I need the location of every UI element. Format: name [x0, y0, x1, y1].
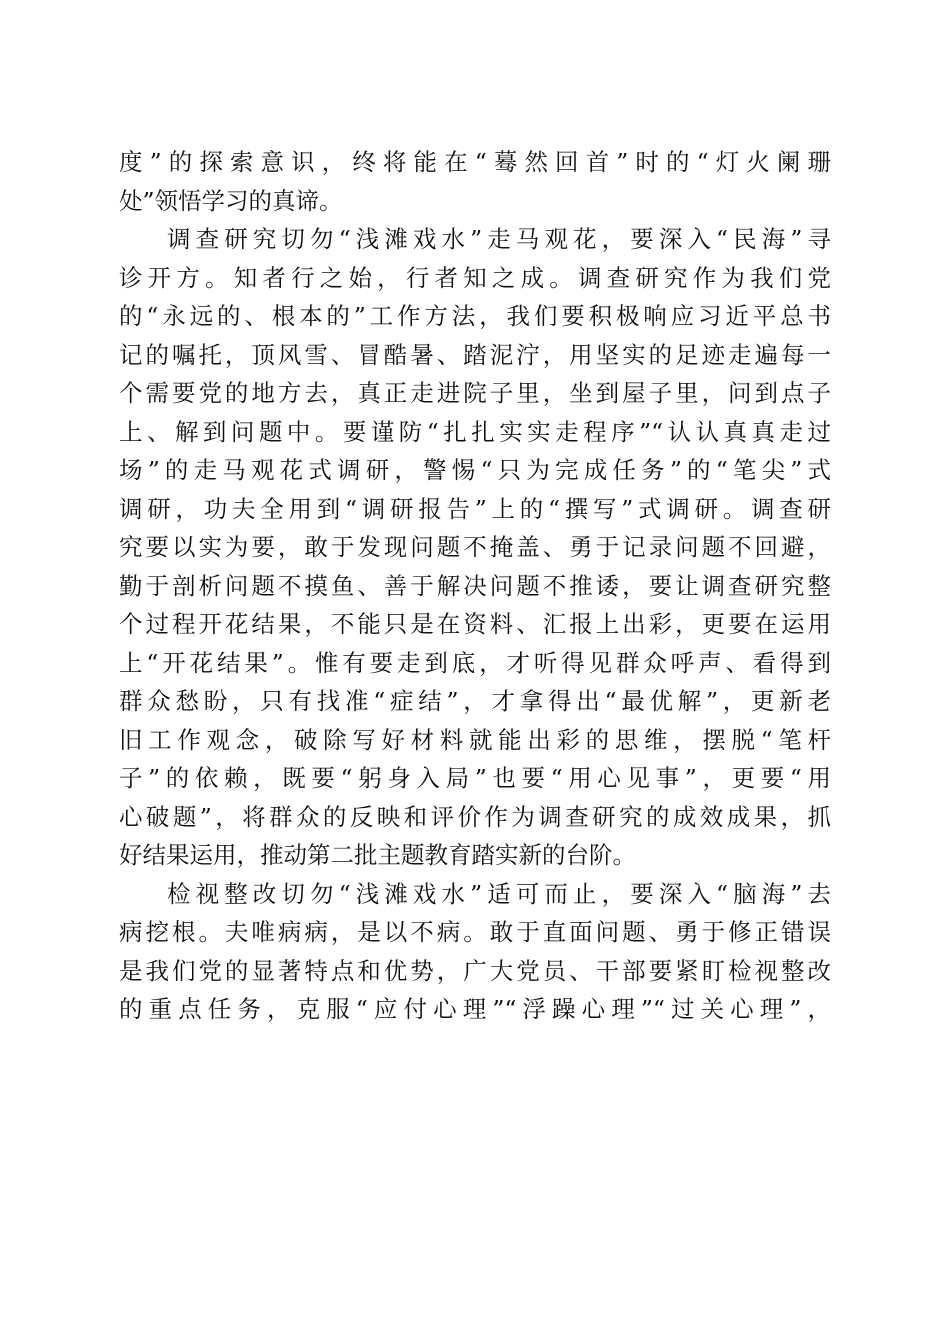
text-line: 上、解到问题中。要谨防“扎扎实实走程序”“认认真真走过	[119, 417, 831, 446]
text-line: 是我们党的显著特点和优势，广大党员、干部要紧盯检视整改	[119, 956, 831, 985]
text-line: 群众愁盼，只有找准“症结”，才拿得出“最优解”，更新老	[119, 687, 831, 715]
text-line: 的重点任务，克服“应付心理”“浮躁心理”“过关心理”，	[119, 995, 831, 1023]
body-text	[119, 143, 831, 1029]
text-line: 勤于剖析问题不摸鱼、善于解决问题不推诿，要让调查研究整	[119, 571, 831, 600]
text-line: 上“开花结果”。惟有要走到底，才听得见群众呼声、看得到	[119, 648, 831, 677]
text-line: 子”的依赖，既要“躬身入局”也要“用心见事”，更要“用	[119, 764, 831, 792]
text-line: 究要以实为要，敢于发现问题不掩盖、勇于记录问题不回避，	[119, 533, 831, 561]
text-line: 处”领悟学习的真谛。	[119, 186, 343, 215]
text-line: 调查研究切勿“浅滩戏水”走马观花，要深入“民海”寻	[167, 225, 831, 253]
text-line: 旧工作观念，破除写好材料就能出彩的思维，摆脱“笔杆	[119, 725, 831, 754]
text-line: 心破题”，将群众的反映和评价作为调查研究的成效成果，抓	[119, 802, 831, 831]
text-line: 好结果运用，推动第二批主题教育踏实新的台阶。	[119, 841, 636, 869]
text-line: 场”的走马观花式调研，警惕“只为完成任务”的“笔尖”式	[119, 456, 831, 484]
text-line: 调研，功夫全用到“调研报告”上的“撰写”式调研。调查研	[119, 494, 831, 523]
text-line: 诊开方。知者行之始，行者知之成。调查研究作为我们党	[119, 263, 831, 292]
text-line: 度”的探索意识，终将能在“蓦然回首”时的“灯火阑珊	[119, 148, 831, 176]
text-line: 记的嘱托，顶风雪、冒酷暑、踏泥泞，用坚实的足迹走遍每一	[119, 340, 831, 369]
text-line: 病挖根。夫唯病病，是以不病。敢于直面问题、勇于修正错误	[119, 918, 831, 946]
text-line: 的“永远的、根本的”工作方法，我们要积极响应习近平总书	[119, 302, 831, 330]
text-line: 个过程开花结果，不能只是在资料、汇报上出彩，更要在运用	[119, 610, 831, 638]
text-line: 检视整改切勿“浅滩戏水”适可而止，要深入“脑海”去	[167, 879, 831, 908]
text-line: 个需要党的地方去，真正走进院子里，坐到屋子里，问到点子	[119, 379, 831, 407]
